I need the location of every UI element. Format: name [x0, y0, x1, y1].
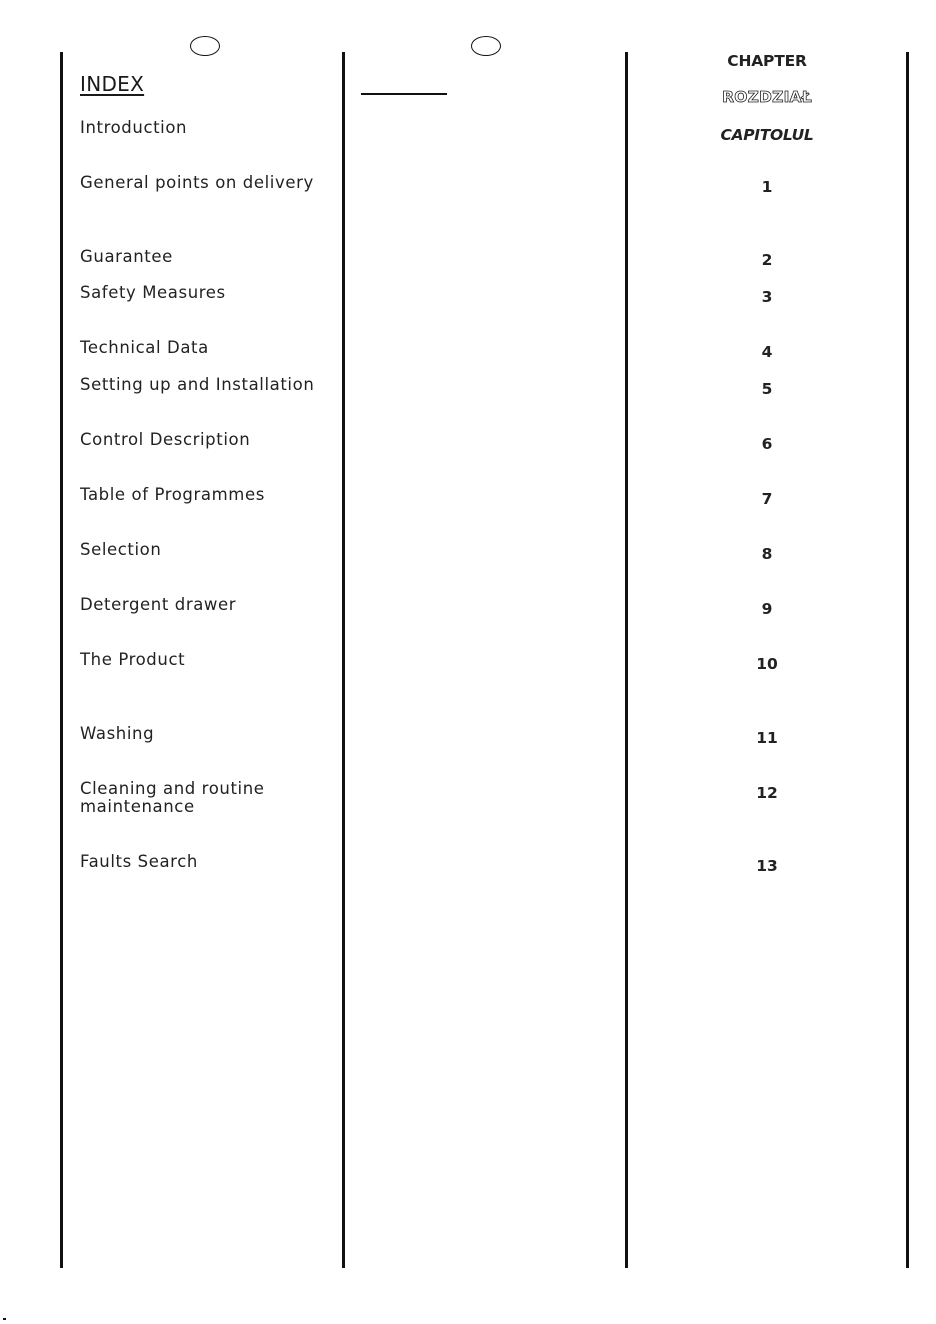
index-entry-cleaning: Cleaning and routine maintenance — [80, 779, 265, 816]
index-title: INDEX — [80, 72, 145, 96]
language-marker-circle — [471, 36, 501, 56]
index-entry-technical-data: Technical Data — [80, 338, 209, 357]
index-entry-washing: Washing — [80, 724, 155, 743]
chapter-number: 5 — [761, 380, 773, 398]
language-marker-circle — [190, 36, 220, 56]
chapter-number: 1 — [761, 178, 773, 196]
chapter-number: 10 — [756, 655, 778, 673]
chapter-number: 3 — [761, 288, 773, 306]
chapter-number: 2 — [761, 251, 773, 269]
corner-mark — [3, 1318, 6, 1320]
chapter-number: 13 — [756, 857, 778, 875]
index-entry-control-description: Control Description — [80, 430, 251, 449]
index-entry-product: The Product — [80, 650, 186, 669]
index-entry-safety: Safety Measures — [80, 283, 226, 302]
index-entry-delivery: General points on delivery — [80, 173, 314, 192]
index-entry-detergent-drawer: Detergent drawer — [80, 595, 237, 614]
index-entry-faults-search: Faults Search — [80, 852, 198, 871]
column-divider-left — [60, 52, 63, 1268]
chapter-header-en: CHAPTER — [727, 52, 807, 70]
chapter-number: 8 — [761, 545, 773, 563]
index-entry-programmes: Table of Programmes — [80, 485, 265, 504]
chapter-number: 7 — [761, 490, 773, 508]
index-entry-selection: Selection — [80, 540, 162, 559]
column-divider-middle-right — [625, 52, 628, 1268]
column-divider-right — [906, 52, 909, 1268]
index-entry-installation: Setting up and Installation — [80, 375, 315, 394]
chapter-number: 6 — [761, 435, 773, 453]
chapter-number: 9 — [761, 600, 773, 618]
index-entry-guarantee: Guarantee — [80, 247, 173, 266]
chapter-number: 11 — [756, 729, 778, 747]
chapter-header-pl: ROZDZIAŁ — [722, 88, 812, 106]
chapter-header-ro: CAPITOLUL — [720, 126, 814, 144]
index-entry-introduction: Introduction — [80, 118, 188, 137]
blank-title-underline — [361, 93, 447, 95]
chapter-number: 12 — [756, 784, 778, 802]
column-divider-middle-left — [342, 52, 345, 1268]
chapter-number: 4 — [761, 343, 773, 361]
